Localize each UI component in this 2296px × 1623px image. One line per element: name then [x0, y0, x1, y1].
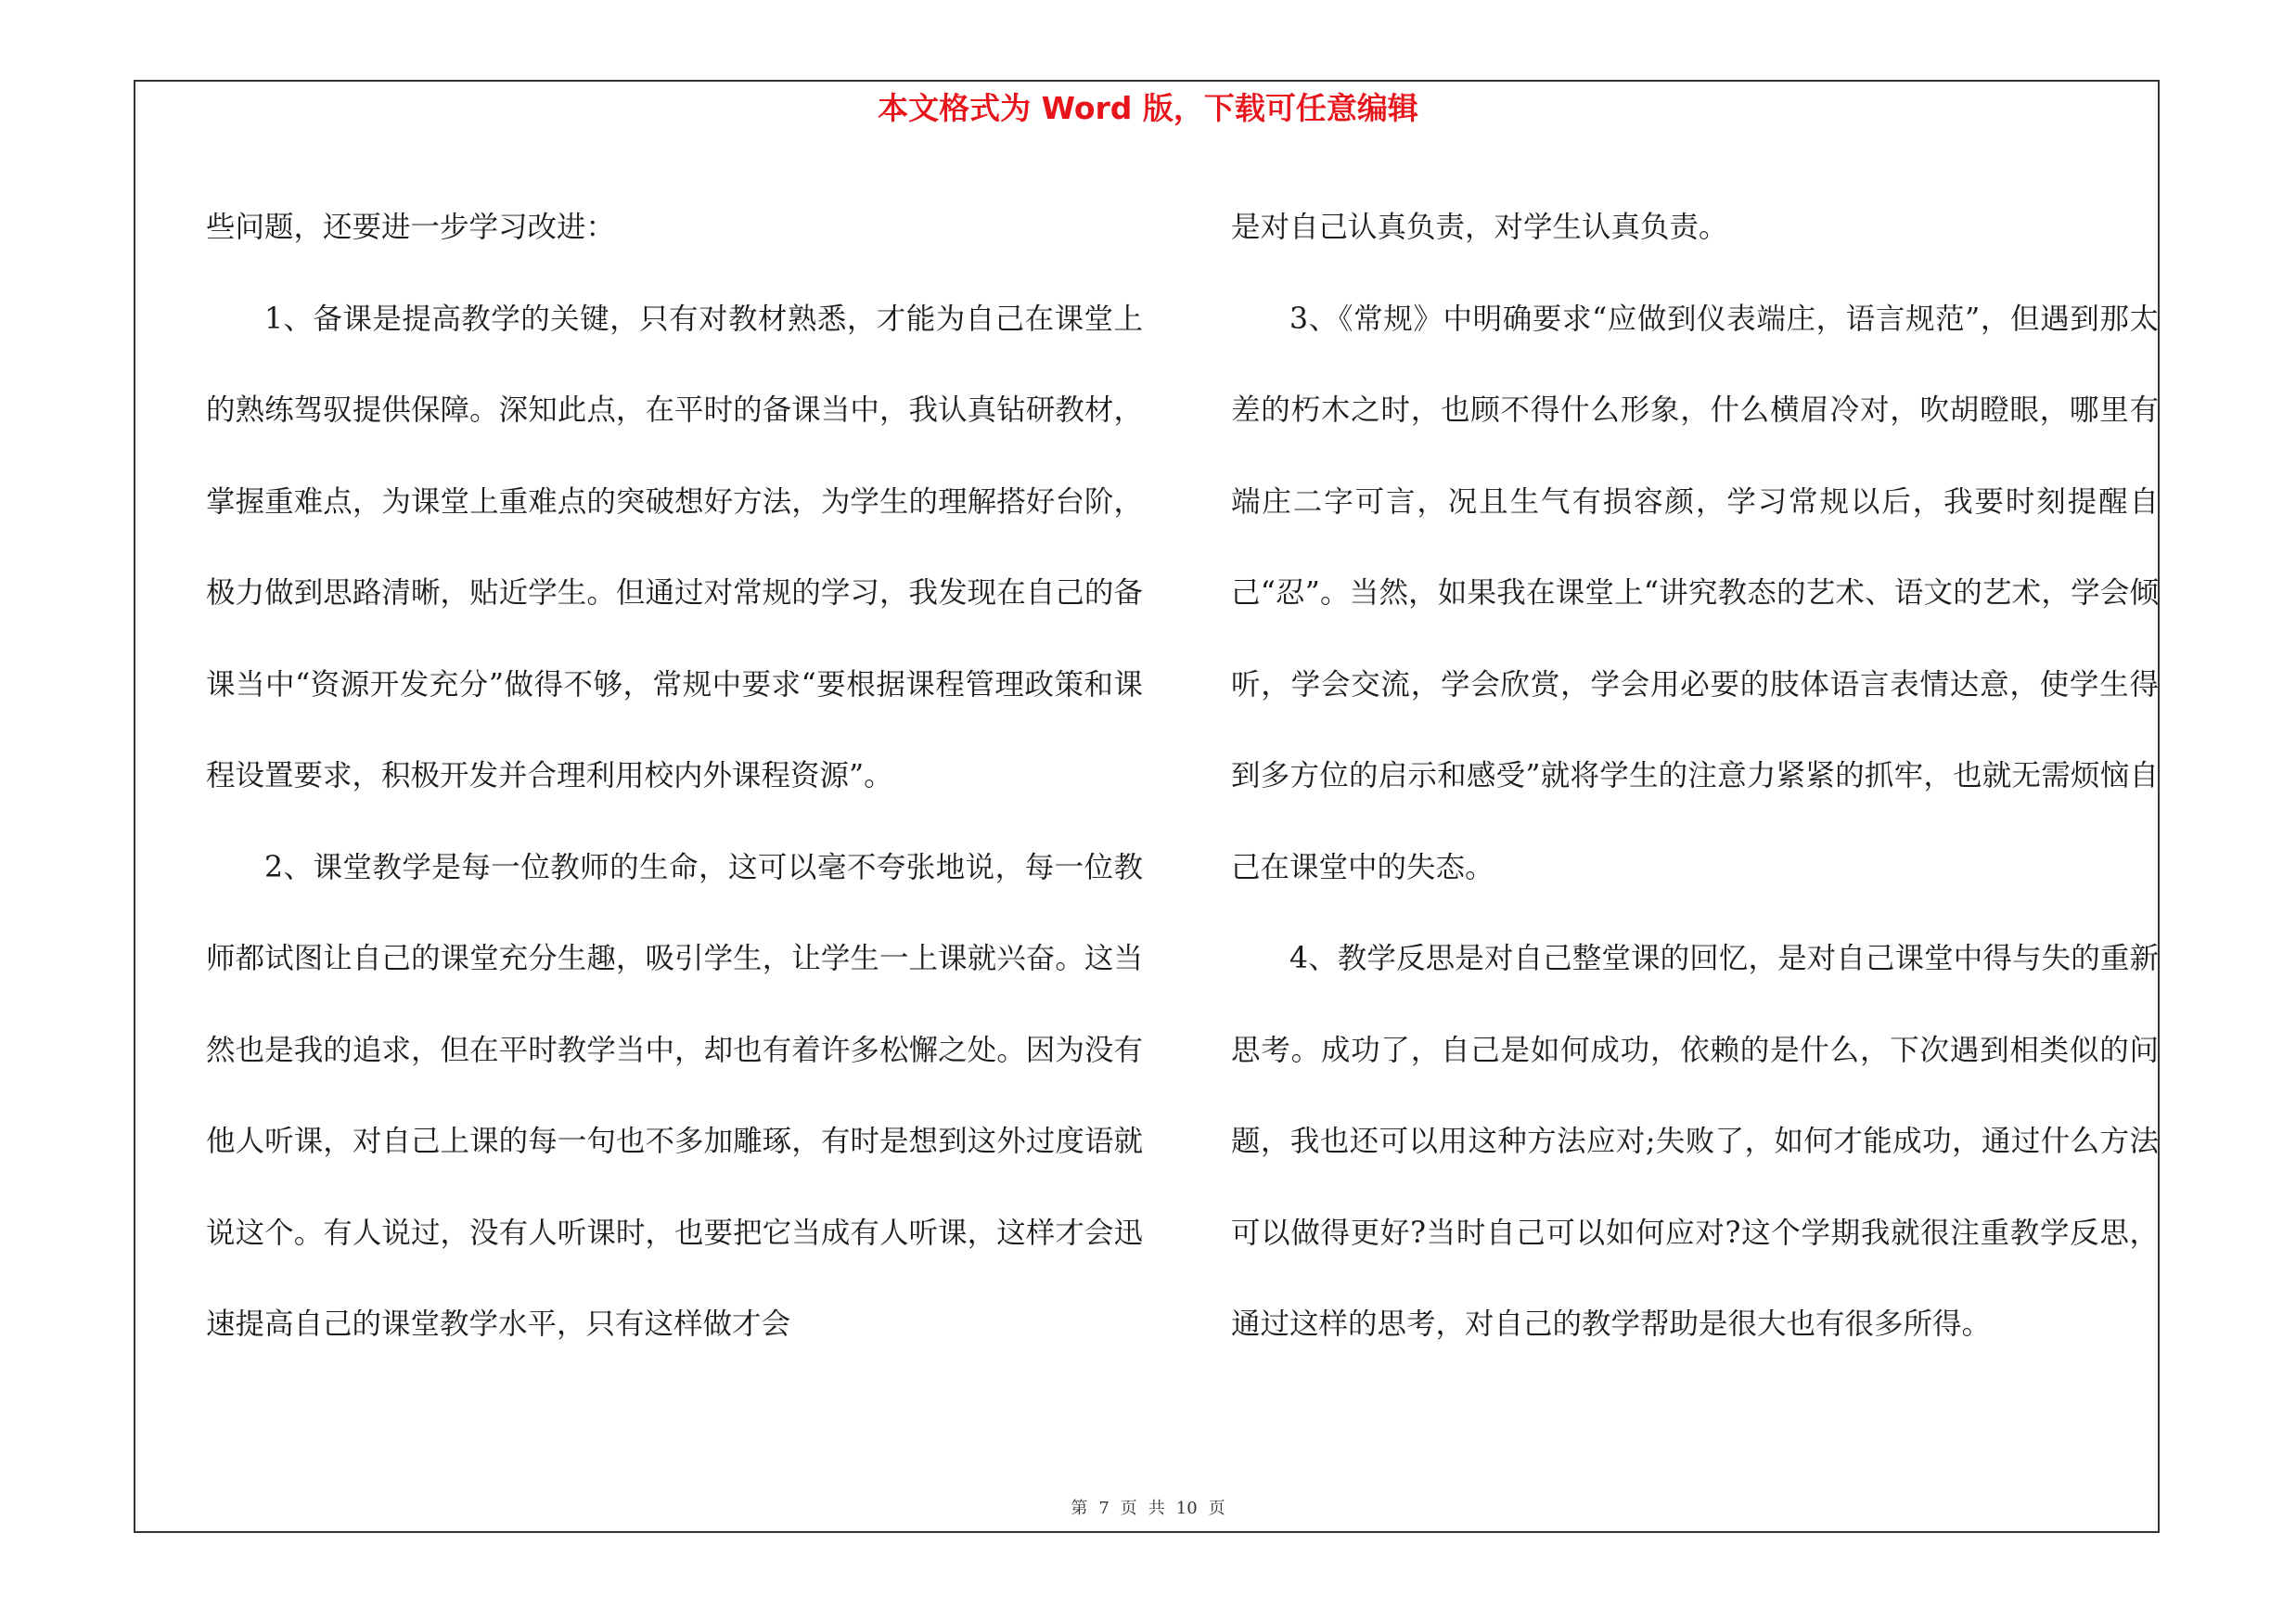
paragraph-continued: 是对自己认真负责，对学生认真负责。 [1231, 211, 1728, 244]
right-column [1231, 182, 2159, 1371]
footer-total-prefix: 共 [1148, 1499, 1165, 1518]
paragraph-item-3: 3、《常规》中明确要求“应做到仪表端庄，语言规范”，但遇到那太差的朽木之时，也顾不得什么形象，什么横眉冷对，吹胡瞪眼，哪里有端庄二字可言，况且生气有损容颜，学习常规以后，我要时刻提醒自己“忍”。当然，如果我在课堂上“讲究教态的艺术、语文的艺术，学会倾听，学会交流，学会欣赏，学会用必要的肢体语言表情达意，使学生得到多方位的启示和感受”就将学生的注意力紧紧的抓牢，也就无需烦恼自己在课堂中的失态。 [1231, 302, 2159, 884]
page-number-footer [0, 1498, 2296, 1520]
format-banner: 本文格式为 Word 版，下载可任意编辑 [878, 90, 1418, 126]
footer-total-suffix: 页 [1208, 1499, 1225, 1518]
current-page-number: 7 [1098, 1499, 1110, 1518]
left-column [206, 182, 1143, 1371]
total-page-count: 10 [1175, 1499, 1198, 1518]
footer-page-word: 页 [1120, 1499, 1137, 1518]
paragraph-item-2: 2、课堂教学是每一位教师的生命，这可以毫不夸张地说，每一位教师都试图让自己的课堂充分生趣，吸引学生，让学生一上课就兴奋。这当然也是我的追求，但在平时教学当中，却也有着许多松懈之处。因为没有他人听课，对自己上课的每一句也不多加雕琢，有时是想到这外过度语就说这个。有人说过，没有人听课时，也要把它当成有人听课，这样才会迅速提高自己的课堂教学水平，只有这样做才会 [206, 850, 1143, 1341]
footer-prefix: 第 [1071, 1499, 1088, 1518]
paragraph-item-4: 4、教学反思是对自己整堂课的回忆，是对自己课堂中得与失的重新思考。成功了，自己是如何成功，依赖的是什么，下次遇到相类似的问题，我也还可以用这种方法应对;失败了，如何才能成功，通过什么方法可以做得更好?当时自己可以如何应对?这个学期我就很注重教学反思，通过这样的思考，对自己的教学帮助是很大也有很多所得。 [1231, 942, 2159, 1341]
paragraph-continued: 些问题，还要进一步学习改进： [206, 211, 616, 244]
paragraph-item-1: 1、备课是提高教学的关键，只有对教材熟悉，才能为自己在课堂上的熟练驾驭提供保障。深知此点，在平时的备课当中，我认真钻研教材，掌握重难点，为课堂上重难点的突破想好方法，为学生的理解搭好台阶，极力做到思路清晰，贴近学生。但通过对常规的学习，我发现在自己的备课当中“资源开发充分”做得不够，常规中要求“要根据课程管理政策和课程设置要求，积极开发并合理利用校内外课程资源”。 [206, 302, 1143, 792]
